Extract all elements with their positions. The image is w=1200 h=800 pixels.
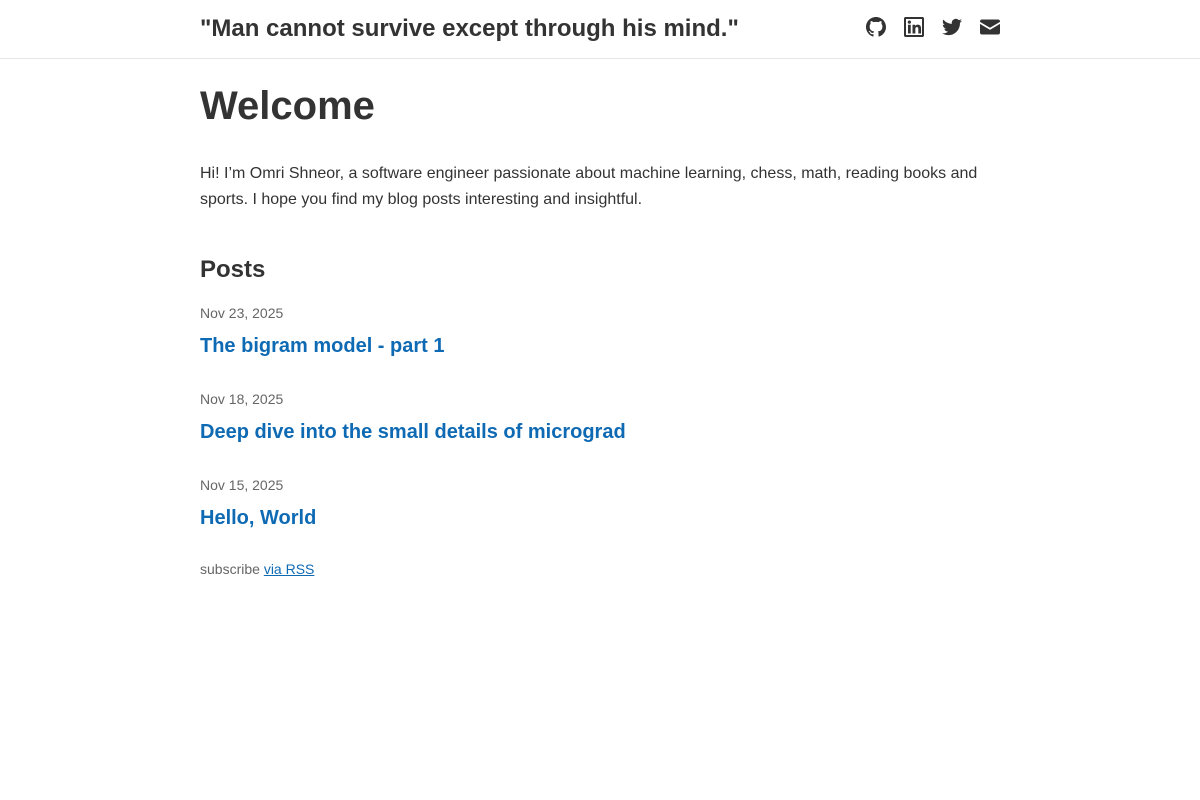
- post-list: [200, 303, 1000, 531]
- post-link[interactable]: Deep dive into the small details of micrograd: [200, 421, 626, 443]
- linkedin-link[interactable]: [904, 17, 924, 37]
- linkedin-icon: [904, 17, 924, 37]
- rss-prefix: subscribe: [200, 561, 260, 577]
- social-links: [866, 17, 1000, 37]
- page-title: Welcome: [200, 84, 375, 128]
- list-item: [200, 303, 1000, 359]
- posts-heading: Posts: [200, 256, 266, 283]
- post-date: Nov 18, 2025: [200, 391, 284, 407]
- github-icon: [866, 17, 886, 37]
- site-title[interactable]: "Man cannot survive except through his mind.": [200, 15, 739, 42]
- intro-text: Hi! I’m Omri Shneor, a software engineer passionate about machine learning, chess, math, reading books and sports. I hope you find my blog posts interesting and insightful.: [200, 165, 978, 208]
- post-date: Nov 23, 2025: [200, 305, 284, 321]
- rss-link[interactable]: via RSS: [263, 561, 315, 577]
- post-link[interactable]: Hello, World: [200, 507, 317, 529]
- twitter-icon: [942, 17, 962, 37]
- email-link[interactable]: [980, 17, 1000, 37]
- post-date: Nov 15, 2025: [200, 477, 284, 493]
- twitter-link[interactable]: [942, 17, 962, 37]
- rss-subscribe: [200, 561, 1000, 577]
- header-inner: [200, 0, 1000, 58]
- github-link[interactable]: [866, 17, 886, 37]
- main-content: [200, 83, 1000, 577]
- site-header: [0, 0, 1200, 59]
- list-item: [200, 389, 1000, 445]
- post-link[interactable]: The bigram model - part 1: [200, 335, 445, 357]
- list-item: [200, 475, 1000, 531]
- email-icon: [980, 17, 1000, 37]
